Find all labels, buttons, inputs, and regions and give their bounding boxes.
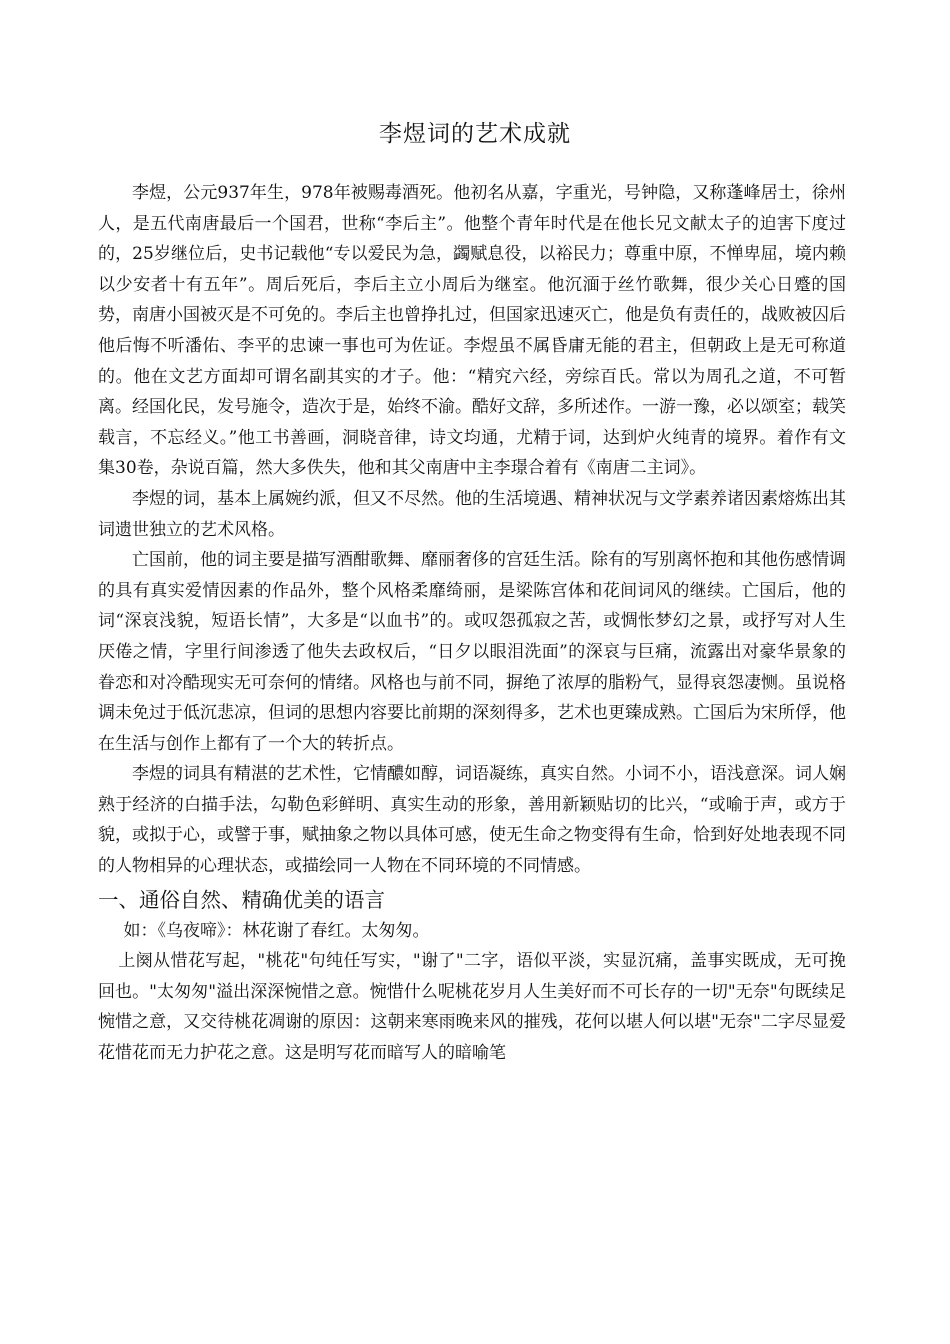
- document-title: 李煜词的艺术成就: [379, 121, 571, 147]
- example-line: 如：《乌夜啼》：林花谢了春红。太匆匆。: [123, 920, 430, 941]
- paragraph-analysis: 上阕从惜花写起，"桃花"句纯任写实，"谢了"二字，语似平淡，实显沉痛，盖事实既成，无可挽回也。"太匆匆"溢出深深惋惜之意。惋惜什么呢桃花岁月人生美好而不可长存的一切"无奈"句既续足惋惜之意，又交待桃花凋谢的原因：这朝来寒雨晚来风的摧残，花何以堪人何以堪"无奈"二字尽显爱花惜花而无力护花之意。这是明写花而暗写人的暗喻笔: [98, 951, 846, 1064]
- paragraph-artistry: 李煜的词具有精湛的艺术性，它情醲如醇，词语凝练，真实自然。小词不小，语浅意深。词人娴熟于经济的白描手法，勾勒色彩鲜明、真实生动的形象，善用新颖贴切的比兴，“或喻于声，或方于貌，或拟于心，或譬于事，赋抽象之物以具体可感，使无生命之物变得有生命，恰到好处地表现不同的人物相异的心理状态，或描绘同一人物在不同环境的不同情感。: [98, 764, 846, 877]
- paragraph-before-after-fall: 亡国前，他的词主要是描写酒酣歌舞、靡丽奢侈的宫廷生活。除有的写别离怀抱和其他伤感情调的具有真实爱情因素的作品外，整个风格柔靡绮丽，是梁陈宫体和花间词风的继续。亡国后，他的词“深哀浅貌，短语长情”，大多是“以血书”的。或叹怨孤寂之苦，或惆怅梦幻之景，或抒写对人生厌倦之情，字里行间渗透了他失去政权后，“日夕以眼泪洗面”的深哀与巨痛，流露出对豪华景象的眷恋和对冷酷现实无可奈何的情绪。风格也与前不同，摒绝了浓厚的脂粉气，显得哀怨凄恻。虽说格调未免过于低沉悲凉，但词的思想内容要比前期的深刻得多，艺术也更臻成熟。亡国后为宋所俘，他在生活与创作上都有了一个大的转折点。: [98, 550, 846, 754]
- document-body: [98, 178, 846, 1069]
- paragraph-style-overview: 李煜的词，基本上属婉约派，但又不尽然。他的生活境遇、精神状况与文学素养诸因素熔炼出其词遗世独立的艺术风格。: [98, 488, 846, 540]
- paragraph-biography: 李煜，公元937年生，978年被赐毒酒死。他初名从嘉，字重光，号钟隐，又称蓬峰居士，徐州人，是五代南唐最后一个国君，世称“李后主”。他整个青年时代是在他长兄文献太子的迫害下度过的，25岁继位后，史书记载他“专以爱民为急，蠲赋息役，以裕民力；尊重中原，不惮卑屈，境内赖以少安者十有五年”。周后死后，李后主立小周后为继室。他沉湎于丝竹歌舞，很少关心日蹙的国势，南唐小国被灭是不可免的。李后主也曾挣扎过，但国家迅速灭亡，他是负有责任的，战败被囚后他后悔不听潘佑、李平的忠谏一事也可为佐证。李煜虽不属昏庸无能的君主，但朝政上是无可称道的。他在文艺方面却可谓名副其实的才子。他：“精究六经，旁综百氏。常以为周孔之道，不可暂离。经国化民，发号施令，造次于是，始终不渝。酷好文辞，多所述作。一游一豫，必以颂室；载笑载言，不忘经义。”他工书善画，洞晓音律，诗文均通，尤精于词，达到炉火纯青的境界。着作有文集30卷，杂说百篇，然大多佚失，他和其父南唐中主李璟合着有《南唐二主词》。: [98, 183, 846, 479]
- section-heading: 一、通俗自然、精确优美的语言: [98, 887, 385, 912]
